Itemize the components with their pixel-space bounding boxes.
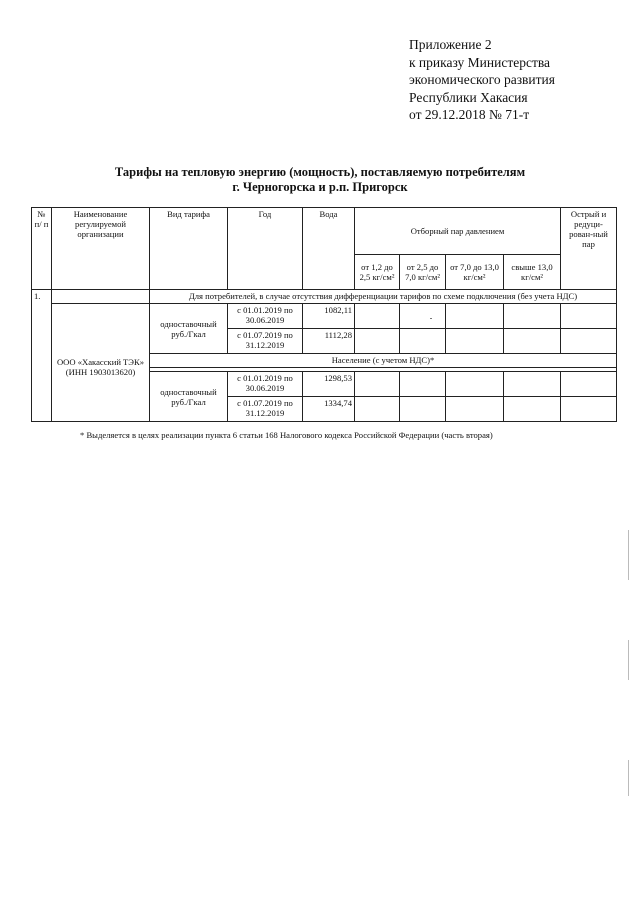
water-value: 1082,11 [303, 304, 355, 329]
scan-edge-mark [628, 640, 629, 680]
empty-cell [355, 372, 400, 397]
period: с 01.07.2019 по 31.12.2019 [228, 397, 303, 422]
header-water: Вода [303, 208, 355, 290]
scan-edge-mark [628, 760, 629, 796]
scan-speck [430, 318, 432, 319]
empty-cell [504, 372, 561, 397]
water-value: 1112,28 [303, 329, 355, 354]
empty-cell [446, 372, 504, 397]
appendix-line: к приказу Министерства [409, 54, 551, 70]
org-spacer-top [52, 290, 150, 304]
empty-cell [504, 304, 561, 329]
water-value: 1334,74 [303, 397, 355, 422]
scan-edge-mark [628, 530, 629, 580]
header-steam-4: свыше 13,0 кг/см² [504, 255, 561, 290]
empty-cell [561, 397, 617, 422]
empty-cell [400, 372, 446, 397]
header-num: № п/ п [32, 208, 52, 290]
header-org: Наименование регулируемой организации [52, 208, 150, 290]
appendix-line: Приложение 2 [409, 37, 492, 52]
empty-cell [561, 329, 617, 354]
header-steam-1: от 1,2 до 2,5 кг/см² [355, 255, 400, 290]
appendix-line: Республики Хакасия [409, 89, 528, 105]
title-line-1: Тарифы на тепловую энергию (мощность), поставляемую потребителям [114, 165, 526, 179]
empty-cell [400, 397, 446, 422]
period: с 01.01.2019 по 30.06.2019 [228, 304, 303, 329]
row-number: 1. [32, 290, 52, 422]
header-steam-2: от 2,5 до 7,0 кг/см² [400, 255, 446, 290]
period: с 01.07.2019 по 31.12.2019 [228, 329, 303, 354]
tariff-type: одноставочный руб./Гкал [150, 372, 228, 422]
empty-cell [355, 397, 400, 422]
empty-cell [446, 397, 504, 422]
header-sharp-steam: Острый и редуци-рован-ный пар [561, 208, 617, 290]
header-steam-3: от 7,0 до 13,0 кг/см² [446, 255, 504, 290]
appendix-block [409, 36, 629, 124]
header-tariff-type: Вид тарифа [150, 208, 228, 290]
empty-cell [561, 372, 617, 397]
empty-cell [355, 329, 400, 354]
header-steam: Отборный пар давлением [355, 208, 561, 255]
tariff-type: одноставочный руб./Гкал [150, 304, 228, 354]
org-name: ООО «Хакасский ТЭК» (ИНН 1903013620) [52, 304, 150, 422]
tariff-table [31, 207, 617, 422]
group-label-2: Население (с учетом НДС)* [150, 354, 617, 368]
header-year: Год [228, 208, 303, 290]
empty-cell [561, 304, 617, 329]
table-row [32, 304, 617, 329]
empty-cell [446, 304, 504, 329]
empty-cell [400, 304, 446, 329]
empty-cell [400, 329, 446, 354]
empty-cell [355, 304, 400, 329]
title-line-2: г. Черногорска и р.п. Пригорск [232, 180, 408, 194]
footnote: * Выделяется в целях реализации пункта 6 статьи 168 Налогового кодекса Российской Федерации (часть вторая) [80, 430, 493, 440]
water-value: 1298,53 [303, 372, 355, 397]
document-title [0, 165, 640, 195]
appendix-line: экономического развития [409, 72, 555, 87]
empty-cell [504, 397, 561, 422]
appendix-line: от 29.12.2018 № 71-т [409, 107, 530, 122]
empty-cell [446, 329, 504, 354]
group-label-1: Для потребителей, в случае отсутствия дифференциации тарифов по схеме подключения (без учета НДС) [150, 290, 617, 304]
empty-cell [504, 329, 561, 354]
period: с 01.01.2019 по 30.06.2019 [228, 372, 303, 397]
